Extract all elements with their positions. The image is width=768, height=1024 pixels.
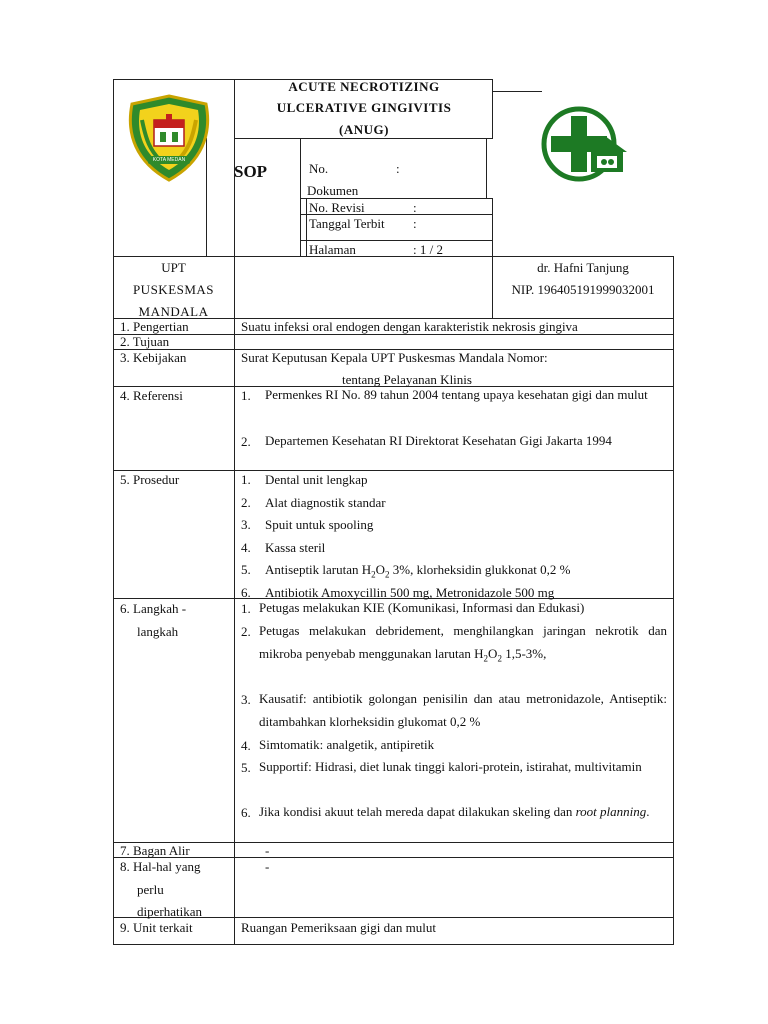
org-line-1: UPT [161, 260, 186, 275]
no-dokumen-colon: : [396, 161, 400, 176]
prosedur-item-6: Antibiotik Amoxycillin 500 mg, Metronidazole 500 mg [265, 585, 555, 600]
halaman-top-line [300, 240, 492, 241]
prosedur-num-3: 3. [241, 517, 251, 532]
langkah-item-2 [259, 620, 667, 665]
langkah-num-4: 4. [241, 738, 251, 753]
hal-hal-label-3: diperhatikan [137, 904, 202, 919]
header-left-border [113, 79, 114, 257]
langkah-item-6-post: . [646, 804, 650, 819]
langkah-num-5: 5. [241, 760, 251, 775]
unit-terkait-label: 9. Unit terkait [120, 920, 193, 935]
prosedur-num-5: 5. [241, 562, 251, 577]
kebijakan-line-2: tentang Pelayanan Klinis [342, 372, 472, 387]
document-title-line-2: ULCERATIVE GINGIVITIS [276, 100, 452, 115]
table-bottom-border [113, 944, 674, 945]
langkah-item-6-pre: Jika kondisi akuut telah mereda dapat dilakukan skeling dan [259, 804, 576, 819]
prosedur-item-4: Kassa steril [265, 540, 326, 555]
prosedur-item-5 [265, 562, 571, 580]
langkah-item-4: Simtomatik: analgetik, antipiretik [259, 737, 435, 752]
langkah-num-1: 1. [241, 601, 251, 616]
revisi-top-line [300, 198, 492, 199]
langkah-label-1: 6. Langkah - [120, 601, 187, 616]
referensi-num-2: 2. [241, 434, 251, 449]
langkah-num-2: 2. [241, 624, 251, 639]
hal-hal-label-1: 8. Hal-hal yang [120, 859, 201, 874]
document-title-line-1: ACUTE NECROTIZING [288, 79, 440, 94]
prosedur-item-1: Dental unit lengkap [265, 472, 368, 487]
row-line-7 [113, 842, 674, 843]
prosedur-num-6: 6. [241, 585, 251, 600]
prosedur-item-3: Spuit untuk spooling [265, 517, 374, 532]
revisi-left-line [306, 198, 307, 257]
kebijakan-line-1: Surat Keputusan Kepala UPT Puskesmas Mandala Nomor: [241, 350, 548, 365]
tujuan-label: 2. Tujuan [120, 334, 170, 349]
prosedur-item-5-post: 3%, klorheksidin glukkonat 0,2 % [389, 562, 571, 577]
langkah-item-2-post: 1,5-3%, [501, 645, 547, 661]
prosedur-item-5-mid: O [375, 562, 386, 577]
tanggal-terbit-colon: : [413, 216, 417, 231]
prosedur-item-5-sub-2: 2 [385, 569, 390, 580]
langkah-item-2-pre: Petugas melakukan debridement, menghilangkan jaringan nekrotik dan mikroba penyebab menggunakan larutan H [259, 623, 667, 661]
no-revisi-colon: : [413, 200, 417, 215]
bagan-alir-value: - [265, 843, 270, 858]
no-dokumen-label-2: Dokumen [307, 183, 359, 198]
signer-name: dr. Hafni Tanjung [537, 260, 629, 275]
kota-medan-emblem [120, 90, 218, 186]
langkah-item-3: Kausatif: antibiotik golongan penisilin dan atau metronidazole, Antiseptik: ditambahkan klorheksidin glukomat 0,2 % [259, 691, 667, 729]
halaman-label: Halaman [309, 242, 356, 257]
pengertian-text: Suatu infeksi oral endogen dengan karakteristik nekrosis gingiva [241, 319, 578, 334]
prosedur-item-2: Alat diagnostik standar [265, 495, 386, 510]
tanggal-terbit-label: Tanggal Terbit [309, 216, 385, 231]
sop-label: SOP [234, 162, 268, 181]
prosedur-num-1: 1. [241, 472, 251, 487]
row-line-5 [113, 470, 674, 471]
langkah-item-1: Petugas melakukan KIE (Komunikasi, Informasi dan Edukasi) [259, 600, 585, 615]
no-revisi-label: No. Revisi [309, 200, 365, 215]
prosedur-num-4: 4. [241, 540, 251, 555]
title-right-border [492, 79, 493, 139]
langkah-item-6 [259, 801, 667, 824]
row-line-2 [113, 334, 674, 335]
hal-hal-value: - [265, 859, 270, 874]
referensi-item-1: Permenkes RI No. 89 tahun 2004 tentang upaya kesehatan gigi dan mulut [265, 387, 648, 402]
langkah-item-6-italic: root planning [575, 804, 647, 819]
langkah-item-2-sub-2: 2 [497, 653, 502, 664]
langkah-item-2-mid: O [488, 645, 498, 661]
langkah-num-3: 3. [241, 692, 251, 707]
langkah-item-2-sub-1: 2 [483, 653, 489, 664]
unit-terkait-text: Ruangan Pemeriksaan gigi dan mulut [241, 920, 436, 935]
puskesmas-logo [541, 106, 633, 182]
langkah-item-5: Supportif: Hidrasi, diet lunak tinggi kalori-protein, istirahat, multivitamin [259, 759, 642, 774]
signer-nip: NIP. 196405191999032001 [511, 282, 655, 297]
kebijakan-label: 3. Kebijakan [120, 350, 187, 365]
pengertian-label: 1. Pengertian [120, 319, 189, 334]
prosedur-item-5-sub-1: 2 [371, 569, 376, 580]
row-line-8 [113, 857, 674, 858]
halaman-value: : 1 / 2 [413, 242, 443, 257]
right-stub-line [492, 91, 542, 92]
referensi-label: 4. Referensi [120, 388, 183, 403]
langkah-label-2: langkah [137, 624, 179, 639]
referensi-item-2: Departemen Kesehatan RI Direktorat Kesehatan Gigi Jakarta 1994 [265, 433, 612, 448]
hal-hal-label-2: perlu [137, 882, 164, 897]
bagan-alir-label: 7. Bagan Alir [120, 843, 190, 858]
referensi-num-1: 1. [241, 388, 251, 403]
revisi-right-line [492, 198, 493, 257]
prosedur-label: 5. Prosedur [120, 472, 180, 487]
org-line-3: MANDALA [138, 304, 209, 319]
document-title-line-3: (ANUG) [339, 122, 389, 137]
prosedur-item-5-pre: Antiseptik larutan H [265, 562, 372, 577]
no-dokumen-label: No. [309, 161, 329, 176]
org-line-2: PUSKESMAS [132, 282, 215, 297]
prosedur-num-2: 2. [241, 495, 251, 510]
langkah-num-6: 6. [241, 805, 251, 820]
info-box-right [486, 138, 487, 198]
emblem-ribbon-text: KOTA MEDAN [152, 157, 186, 163]
